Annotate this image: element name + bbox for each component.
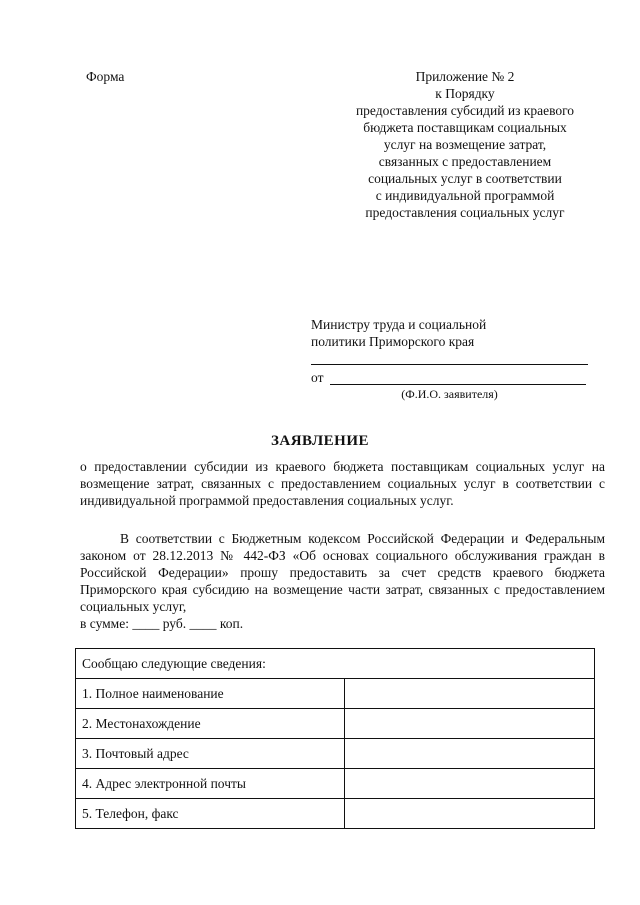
appendix-line: предоставления субсидий из краевого [355, 103, 575, 118]
row-value[interactable] [345, 739, 595, 769]
row-label: 5. Телефон, факс [76, 799, 345, 829]
row-label: 1. Полное наименование [76, 679, 345, 709]
document-subject: о предоставлении субсидии из краевого бюджета поставщикам социальных услуг на возмещение затрат, связанных с предоставлением социальных услуг в соответствии с индивидуальной программой предоставления социальных услуг. [80, 459, 605, 508]
appendix-line: предоставления социальных услуг [365, 205, 565, 220]
table-row [76, 679, 595, 709]
row-value[interactable] [345, 679, 595, 709]
addressee-blank-line[interactable] [311, 364, 588, 365]
addressee-line: политики Приморского края [311, 334, 475, 349]
table-row [76, 709, 595, 739]
fio-caption: (Ф.И.О. заявителя) [401, 387, 498, 401]
applicant-name-line[interactable] [330, 384, 586, 385]
appendix-line: услуг на возмещение затрат, [383, 137, 547, 152]
row-value[interactable] [345, 709, 595, 739]
row-value[interactable] [345, 769, 595, 799]
appendix-line: связанных с предоставлением [378, 154, 552, 169]
info-table [75, 648, 595, 829]
appendix-line: с индивидуальной программой [375, 188, 555, 203]
row-label: 2. Местонахождение [76, 709, 345, 739]
table-row [76, 799, 595, 829]
table-header: Сообщаю следующие сведения: [76, 649, 595, 679]
applicant-row [311, 369, 588, 386]
appendix-line: бюджета поставщикам социальных [363, 120, 567, 135]
table-row [76, 769, 595, 799]
addressee-block [311, 316, 601, 350]
row-label: 4. Адрес электронной почты [76, 769, 345, 799]
body-paragraph: В соответствии с Бюджетным кодексом Российской Федерации и Федеральным законом от 28.12.2013 № 442-ФЗ «Об основах социального обслуживания граждан в Российской Федерации» прошу предоставить за счет средств краевого бюджета Приморского края субсидию на возмещение части затрат, связанных с предоставлением социальных услуг, [80, 531, 605, 614]
appendix-line: социальных услуг в соответствии [368, 171, 562, 186]
document-title: ЗАЯВЛЕНИЕ [270, 433, 370, 449]
row-label: 3. Почтовый адрес [76, 739, 345, 769]
appendix-line: к Порядку [435, 86, 495, 101]
appendix-block [330, 68, 600, 221]
from-label: от [311, 370, 324, 385]
row-value[interactable] [345, 799, 595, 829]
table-header-row [76, 649, 595, 679]
sum-line[interactable]: в сумме: ____ руб. ____ коп. [80, 616, 244, 631]
document-body [80, 530, 605, 615]
table-row [76, 739, 595, 769]
form-label: Форма [86, 69, 125, 84]
appendix-line: Приложение № 2 [415, 69, 515, 84]
addressee-line: Министру труда и социальной [311, 317, 487, 332]
